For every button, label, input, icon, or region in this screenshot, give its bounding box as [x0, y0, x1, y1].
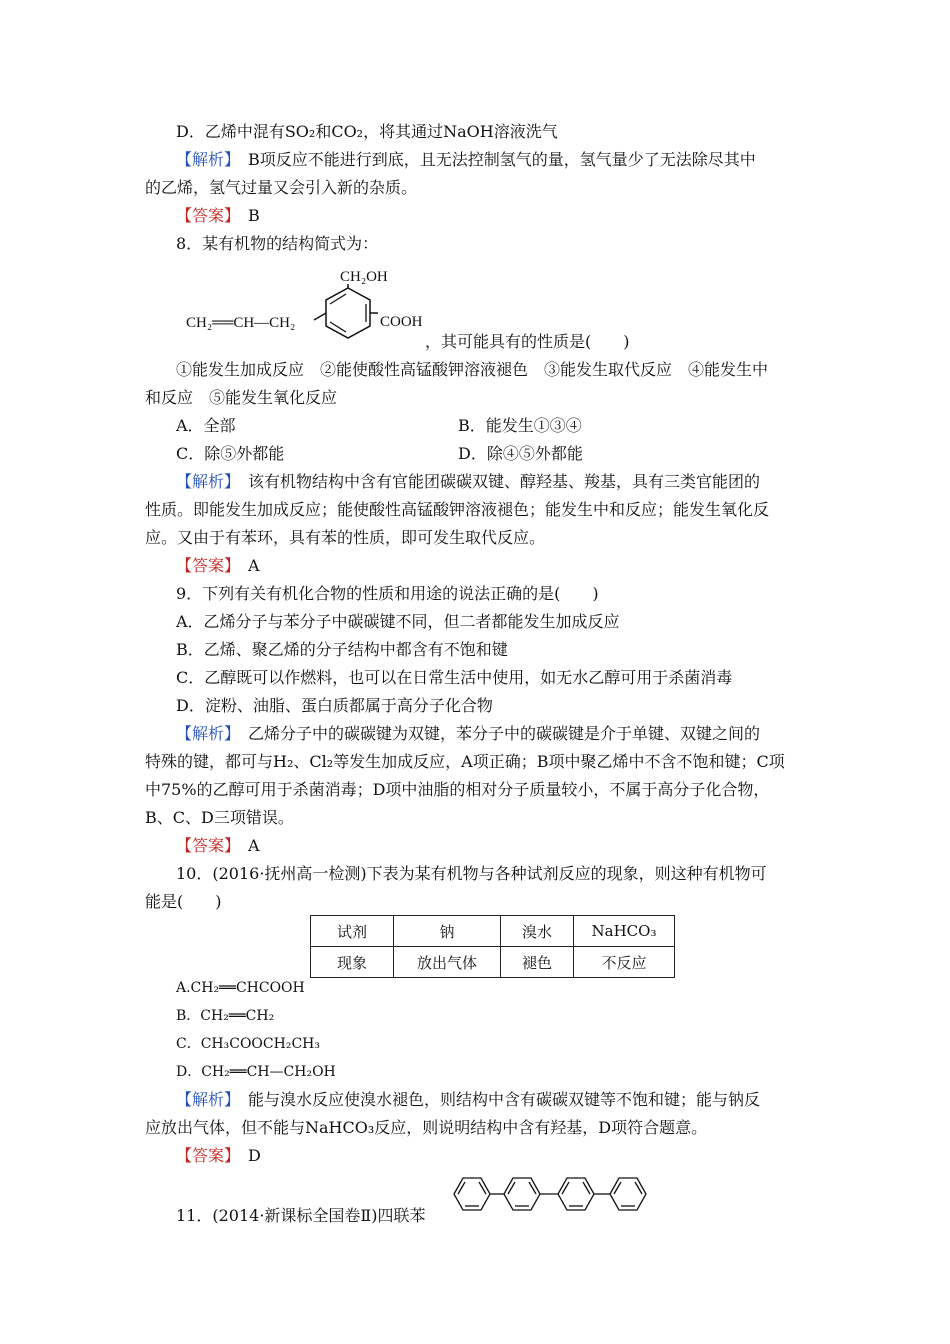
q10-analysis-line: 应放出气体，但不能与NaHCO₃反应，则说明结构中含有羟基，D项符合题意。 [145, 1118, 708, 1137]
q9-option-b: B．乙烯、聚乙烯的分子结构中都含有不饱和键 [176, 640, 508, 659]
q9-option-a: A．乙烯分子与苯分子中碳碳键不同，但二者都能发生加成反应 [176, 612, 620, 631]
q10-stem: 能是( ) [145, 892, 222, 911]
q10-option-d: D．CH₂══CH—CH₂OH [176, 1064, 336, 1080]
answer-tag: 【答案】 [176, 1146, 233, 1165]
q9-analysis-line: 中75%的乙醇可用于杀菌消毒；D项中油脂的相对分子质量较小，不属于高分子化合物， [145, 780, 770, 799]
q8-analysis-line: 性质。即能发生加成反应；能使酸性高锰酸钾溶液褪色；能发生中和反应；能发生氧化反 [145, 500, 770, 519]
q9-option-d: D．淀粉、油脂、蛋白质都属于高分子化合物 [176, 696, 493, 715]
q8-structure-diagram [180, 262, 440, 342]
q10-option-c: C．CH₃COOCH₂CH₃ [176, 1036, 320, 1052]
table-row [311, 947, 675, 978]
substituent-cooh: COOH [380, 314, 423, 330]
q9-analysis-line: 特殊的键，都可与H₂、Cl₂等发生加成反应，A项正确；B项中聚乙烯中不含不饱和键；C项 [145, 752, 785, 771]
q9-answer: 【答案】 A [176, 836, 260, 855]
q10-analysis-line: 【解析】 能与溴水反应使溴水褪色，则结构中含有碳碳双键等不饱和键；能与钠反 [176, 1090, 761, 1109]
q8-option-a: A．全部 [176, 416, 236, 435]
table-cell: 褪色 [501, 947, 574, 978]
table-row [311, 916, 675, 947]
answer-tag: 【答案】 [176, 206, 233, 225]
q9-option-c: C．乙醇既可以作燃料，也可以在日常生活中使用，如无水乙醇可用于杀菌消毒 [176, 668, 733, 687]
q8-answer: 【答案】 A [176, 556, 260, 575]
q10-stem: 10．(2016·抚州高一检测)下表为某有机物与各种试剂反应的现象，则这种有机物可 [176, 864, 767, 883]
q10-answer: 【答案】 D [176, 1146, 261, 1165]
q8-analysis-line: 应。又由于有苯环，具有苯的性质，即可发生取代反应。 [145, 528, 546, 547]
analysis-tag: 【解析】 [176, 150, 233, 169]
substituent-allyl: CH₂══CH—CH₂ [186, 315, 296, 331]
q8-analysis-line: 【解析】 该有机物结构中含有官能团碳碳双键、醇羟基、羧基，具有三类官能团的 [176, 472, 761, 491]
q10-option-b: B．CH₂══CH₂ [176, 1008, 275, 1024]
quaterphenyl-structure-diagram [448, 1170, 658, 1220]
table-cell: 试剂 [311, 916, 394, 947]
analysis-tag: 【解析】 [176, 472, 233, 491]
substituent-ch2oh: CH₂OH [340, 269, 388, 285]
q8-option-d: D．除④⑤外都能 [458, 444, 583, 463]
q8-option-c: C．除⑤外都能 [176, 444, 285, 463]
answer-tag: 【答案】 [176, 556, 233, 575]
q8-stem: 8．某有机物的结构简式为： [176, 234, 379, 253]
q8-stem-tail: ，其可能具有的性质是( ) [425, 332, 630, 351]
table-cell: 钠 [394, 916, 501, 947]
reaction-table [310, 915, 675, 978]
table-cell: NaHCO₃ [574, 916, 675, 947]
analysis-tag: 【解析】 [176, 724, 233, 743]
q11-stem: 11．(2014·新课标全国卷Ⅱ)四联苯 [176, 1206, 426, 1225]
q7-answer: 【答案】 B [176, 206, 260, 225]
q8-properties-line: 和反应 ⑤能发生氧化反应 [145, 388, 338, 407]
q8-option-b: B．能发生①③④ [458, 416, 582, 435]
table-cell: 现象 [311, 947, 394, 978]
q7-option-d: D．乙烯中混有SO₂和CO₂，将其通过NaOH溶液洗气 [176, 122, 558, 141]
analysis-tag: 【解析】 [176, 1090, 233, 1109]
table-cell: 不反应 [574, 947, 675, 978]
q9-analysis-line: B、C、D三项错误。 [145, 808, 294, 827]
q10-option-a: A.CH₂══CHCOOH [176, 980, 305, 996]
q7-analysis-line: 【解析】 B项反应不能进行到底，且无法控制氢气的量，氢气量少了无法除尽其中 [176, 150, 756, 169]
q8-properties-line: ①能发生加成反应 ②能使酸性高锰酸钾溶液褪色 ③能发生取代反应 ④能发生中 [176, 360, 769, 379]
q9-stem: 9．下列有关有机化合物的性质和用途的说法正确的是( ) [176, 584, 599, 603]
table-cell: 溴水 [501, 916, 574, 947]
answer-tag: 【答案】 [176, 836, 233, 855]
table-cell: 放出气体 [394, 947, 501, 978]
q9-analysis-line: 【解析】 乙烯分子中的碳碳键为双键，苯分子中的碳碳键是介于单键、双键之间的 [176, 724, 761, 743]
q7-analysis-line: 的乙烯，氢气过量又会引入新的杂质。 [145, 178, 418, 197]
